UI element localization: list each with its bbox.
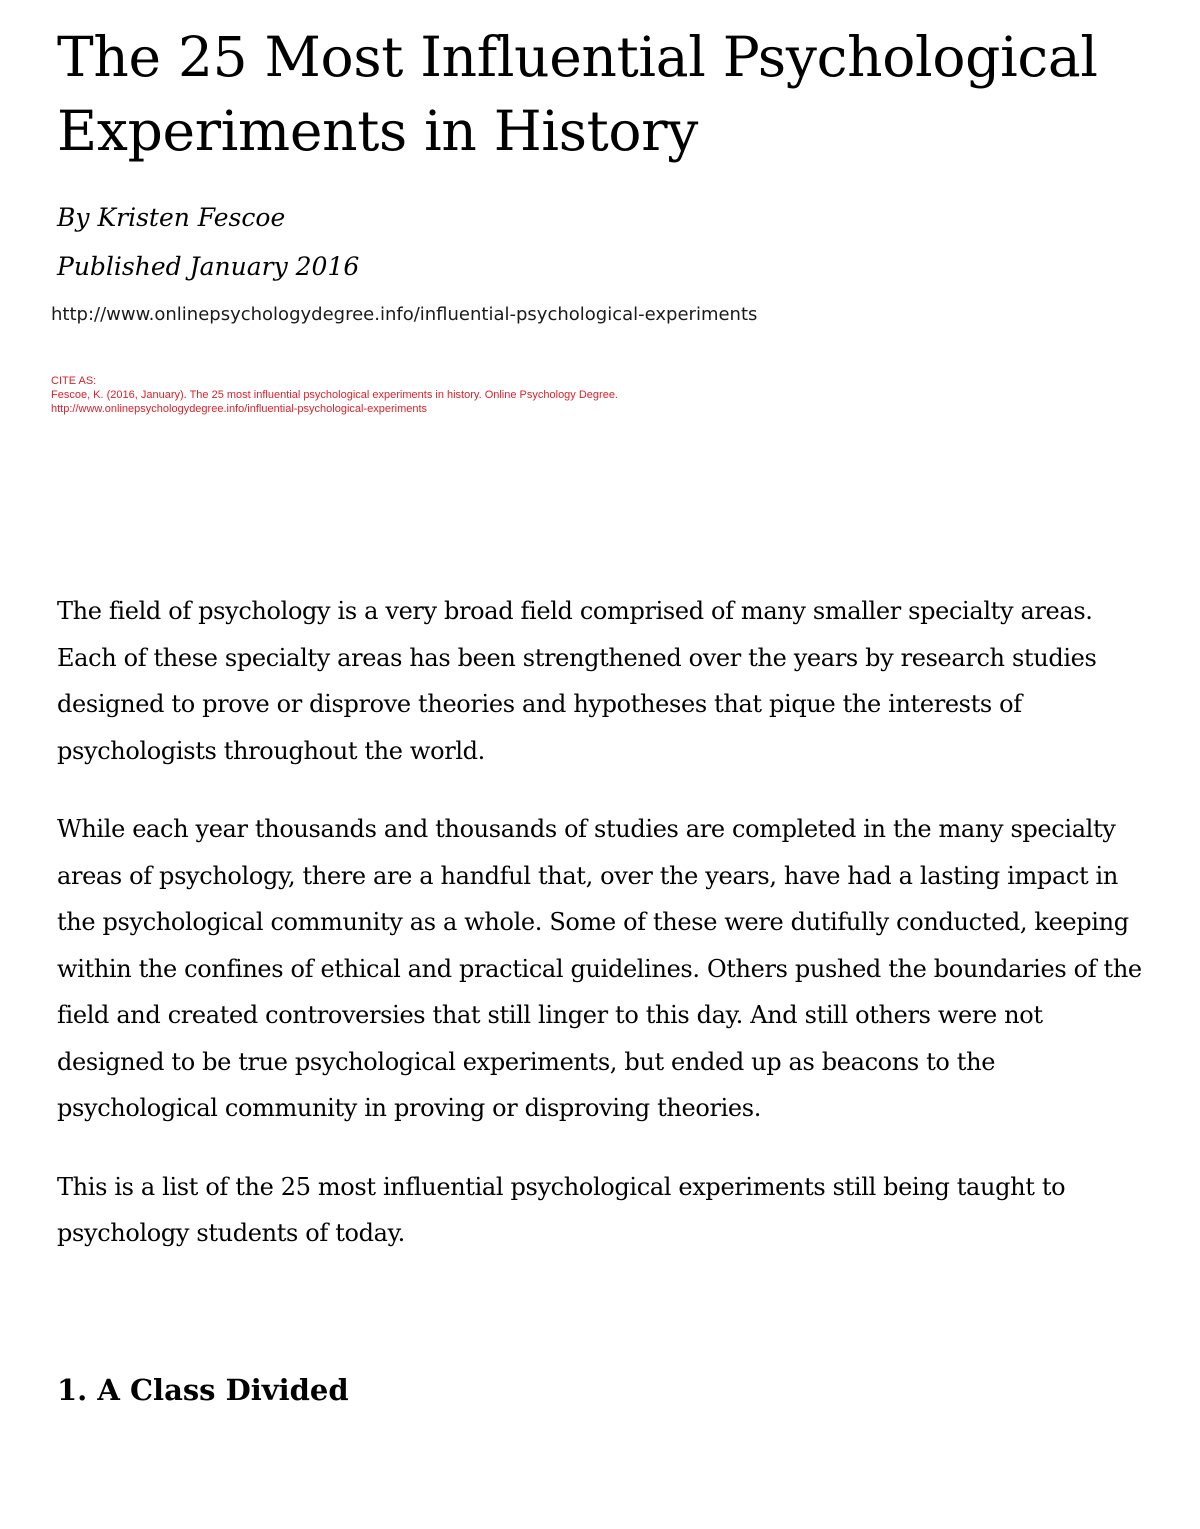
body-paragraph: While each year thousands and thousands of studies are completed in the many specialty areas of psychology, there are a handful that, over the years, have had a lasting impact in the psychological community as a whole. Some of these were dutifully conducted, keeping within the confines of ethical and practical guidelines. Others pushed the boundaries of the field and created controversies that still linger to this day. And still others were not designed to be true psychological experiments, but ended up as beacons to the psychological community in proving or disproving theories.: [57, 815, 1142, 1122]
citation-reference: Fescoe, K. (2016, January). The 25 most influential psychological experiments in history. Online Psychology Degree.: [51, 389, 618, 401]
body-paragraph: This is a list of the 25 most influential psychological experiments still being taught to psychology students of today.: [57, 1172, 1066, 1247]
body-paragraph: The field of psychology is a very broad field comprised of many smaller specialty areas. Each of these specialty areas has been strengthened over the years by research studies designed to prove or disprove theories and hypotheses that pique the interests of psychologists throughout the world.: [57, 597, 1097, 765]
article-body: [57, 588, 1157, 1289]
section-heading: 1. A Class Divided: [57, 1373, 349, 1407]
citation-label: CITE AS:: [51, 375, 97, 387]
article-title: The 25 Most Influential Psychological Experiments in History: [57, 25, 1098, 163]
author-byline: By Kristen Fescoe: [57, 203, 286, 232]
citation-url: http://www.onlinepsychologydegree.info/influential-psychological-experiments: [51, 403, 428, 415]
citation-block: [51, 374, 618, 416]
source-url: http://www.onlinepsychologydegree.info/influential-psychological-experiments: [51, 304, 758, 325]
publication-date: Published January 2016: [57, 252, 360, 281]
